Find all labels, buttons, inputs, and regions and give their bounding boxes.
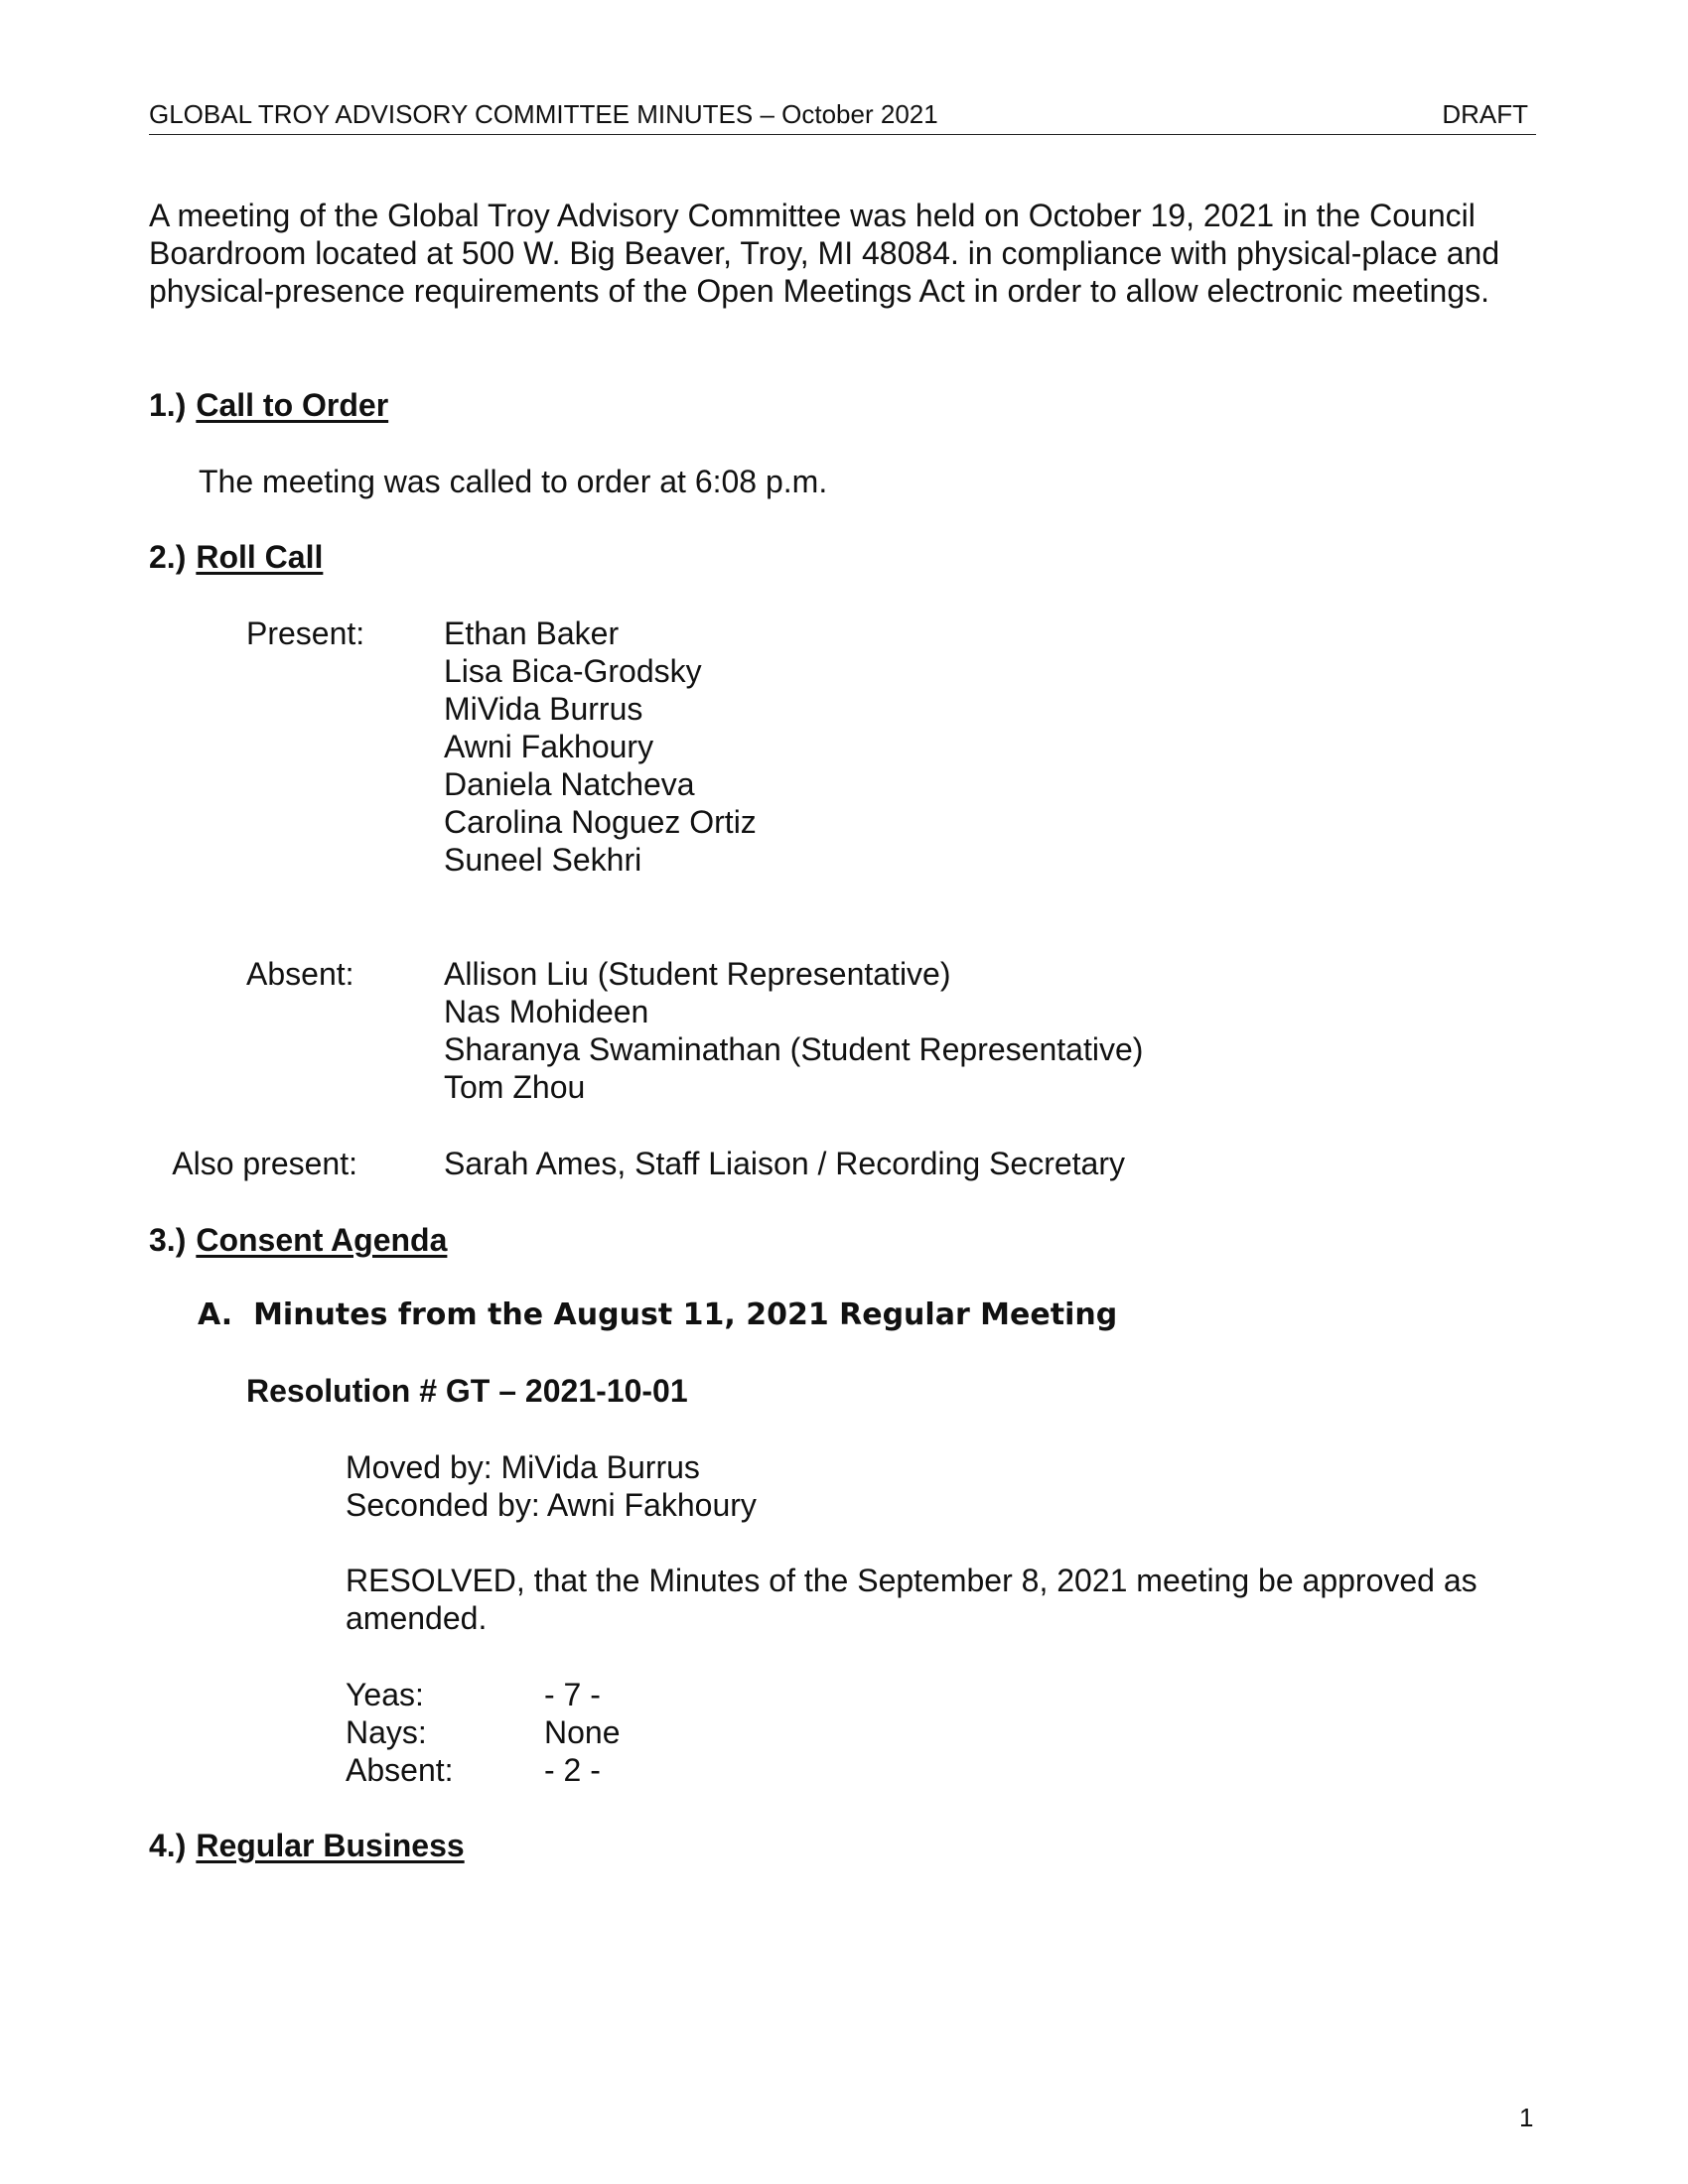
vote-nays-label: Nays: xyxy=(346,1714,427,1750)
page-number: 1 xyxy=(1519,2103,1534,2132)
section-title: Regular Business xyxy=(196,1828,465,1863)
absent-label: Absent: xyxy=(246,956,354,992)
vote-absent-label: Absent: xyxy=(346,1752,454,1788)
present-member: MiVida Burrus xyxy=(444,691,643,727)
vote-yeas-value: - 7 - xyxy=(544,1677,601,1712)
moved-by: Moved by: MiVida Burrus xyxy=(346,1449,700,1485)
absent-member: Tom Zhou xyxy=(444,1069,586,1105)
present-member: Lisa Bica-Grodsky xyxy=(444,653,702,689)
also-present-label: Also present: xyxy=(172,1146,357,1181)
vote-yeas-label: Yeas: xyxy=(346,1677,424,1712)
item-title: Minutes from the August 11, 2021 Regular Meeting xyxy=(253,1297,1118,1332)
resolved-line-2: amended. xyxy=(346,1600,488,1636)
vote-absent-value: - 2 - xyxy=(544,1752,601,1788)
also-present-text: Sarah Ames, Staff Liaison / Recording Secretary xyxy=(444,1146,1125,1181)
present-member: Suneel Sekhri xyxy=(444,842,642,878)
section-title: Consent Agenda xyxy=(196,1222,448,1258)
draft-label: DRAFT xyxy=(1442,99,1528,129)
intro-paragraph: A meeting of the Global Troy Advisory Committee was held on October 19, 2021 in the Council Boardroom located at 500 W. Big Beaver, Troy, MI 48084. in compliance with physical-place and physical-presence requirements of the Open Meetings Act in order to allow electronic meetings. xyxy=(149,198,1500,309)
absent-list xyxy=(444,955,1143,1106)
section-heading-regular-business xyxy=(149,1827,465,1864)
present-member: Awni Fakhoury xyxy=(444,729,654,764)
call-to-order-text: The meeting was called to order at 6:08 p.m. xyxy=(199,464,828,499)
present-member: Daniela Natcheva xyxy=(444,766,695,802)
section-heading-call-to-order xyxy=(149,386,388,424)
section-heading-consent-agenda xyxy=(149,1221,447,1259)
section-title: Roll Call xyxy=(196,539,324,575)
header-title: GLOBAL TROY ADVISORY COMMITTEE MINUTES – October 2021 xyxy=(149,99,938,129)
present-list xyxy=(444,614,757,879)
resolved-line-1: RESOLVED, that the Minutes of the September 8, 2021 meeting be approved as xyxy=(346,1563,1477,1598)
item-letter: A. xyxy=(198,1297,233,1332)
section-heading-roll-call xyxy=(149,538,323,576)
present-member: Carolina Noguez Ortiz xyxy=(444,804,757,840)
section-number: 1.) xyxy=(149,387,187,423)
page-header xyxy=(149,99,1536,135)
section-number: 2.) xyxy=(149,539,187,575)
consent-item-a xyxy=(198,1297,1117,1334)
vote-nays-value: None xyxy=(544,1714,621,1750)
present-label: Present: xyxy=(246,615,365,651)
section-title: Call to Order xyxy=(196,387,389,423)
section-number: 4.) xyxy=(149,1828,187,1863)
seconded-by: Seconded by: Awni Fakhoury xyxy=(346,1487,757,1523)
resolution-number: Resolution # GT – 2021-10-01 xyxy=(246,1373,688,1409)
section-number: 3.) xyxy=(149,1222,187,1258)
present-member: Ethan Baker xyxy=(444,615,620,651)
absent-member: Allison Liu (Student Representative) xyxy=(444,956,951,992)
absent-member: Nas Mohideen xyxy=(444,994,649,1029)
absent-member: Sharanya Swaminathan (Student Representative) xyxy=(444,1031,1144,1067)
